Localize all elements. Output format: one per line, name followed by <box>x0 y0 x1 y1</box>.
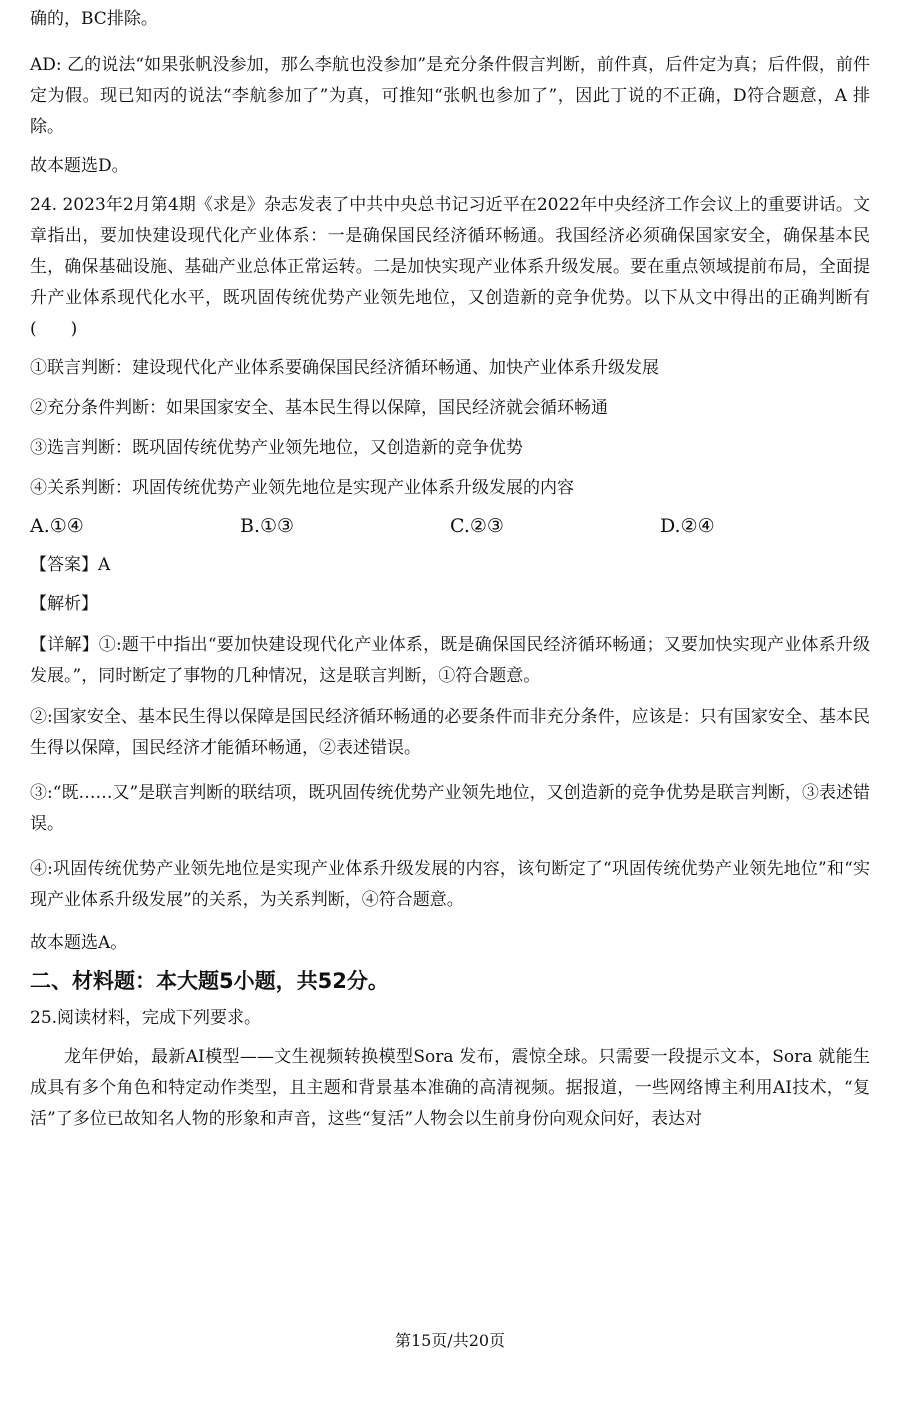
text-line: 确的，BC排除。 <box>30 9 158 29</box>
page-footer: 第15页/共20页 <box>394 1331 506 1350</box>
statement-3: ③选言判断：既巩固传统优势产业领先地位，又创造新的竞争优势 <box>30 438 523 458</box>
conclusion-line: 故本题选D。 <box>30 156 129 176</box>
option-a: A.①④ <box>30 515 84 537</box>
detail-4: ④:巩固传统优势产业领先地位是实现产业体系升级发展的内容，该句断定了“巩固传统优势产业领先地位”和“实现产业体系升级发展”的关系，为关系判断，④符合题意。 <box>30 859 870 910</box>
analysis-label: 【解析】 <box>30 594 98 614</box>
statement-4: ④关系判断：巩固传统优势产业领先地位是实现产业体系升级发展的内容 <box>30 478 574 498</box>
detail-2: ②:国家安全、基本民生得以保障是国民经济循环畅通的必要条件而非充分条件，应该是：只有国家安全、基本民生得以保障，国民经济才能循环畅通，②表述错误。 <box>30 707 870 758</box>
detail-1: 【详解】①:题干中指出“要加快建设现代化产业体系，既是确保国民经济循环畅通；又要加快实现产业体系升级发展。”，同时断定了事物的几种情况，这是联言判断，①符合题意。 <box>30 635 870 686</box>
analysis-ad-paragraph: AD: 乙的说法“如果张帆没参加，那么李航也没参加”是充分条件假言判断，前件真，后件定为真；后件假，前件定为假。现已知丙的说法“李航参加了”为真，可推知“张帆也参加了”，因此丁说的不正确，D符合题意，A 排除。 <box>30 55 870 137</box>
answer-options <box>30 506 870 546</box>
detail-3: ③:“既……又”是联言判断的联结项，既巩固传统优势产业领先地位，又创造新的竞争优势是联言判断，③表述错误。 <box>30 783 870 834</box>
option-c: C.②③ <box>450 515 504 537</box>
question-25: 25.阅读材料，完成下列要求。 <box>30 1008 262 1028</box>
section-title: 二、材料题：本大题5小题，共52分。 <box>30 969 389 993</box>
answer-line: 【答案】A <box>30 555 111 575</box>
option-b: B.①③ <box>240 515 295 537</box>
statement-1: ①联言判断：建设现代化产业体系要确保国民经济循环畅通、加快产业体系升级发展 <box>30 358 659 378</box>
question-24-stem: 24. 2023年2月第4期《求是》杂志发表了中共中央总书记习近平在2022年中央经济工作会议上的重要讲话。文章指出，要加快建设现代化产业体系：一是确保国民经济循环畅通。我国经济必须确保国家安全，确保基本民生，确保基础设施、基础产业总体正常运转。二是加快实现产业体系升级发展。要在重点领域提前布局，全面提升产业体系现代化水平，既巩固传统优势产业领先地位，又创造新的竞争优势。以下从文中得出的正确判断有( ) <box>30 195 870 339</box>
detail-conclusion: 故本题选A。 <box>30 933 128 953</box>
material-paragraph: 龙年伊始，最新AI模型——文生视频转换模型Sora 发布，震惊全球。只需要一段提示文本，Sora 就能生成具有多个角色和特定动作类型，且主题和背景基本准确的高清视频。据报道，一些网络博主利用AI技术，“复活”了多位已故知名人物的形象和声音，这些“复活”人物会以生前身份向观众问好，表达对 <box>30 1047 870 1129</box>
option-d: D.②④ <box>660 515 715 537</box>
document-page <box>30 0 870 1135</box>
statement-2: ②充分条件判断：如果国家安全、基本民生得以保障，国民经济就会循环畅通 <box>30 398 608 418</box>
